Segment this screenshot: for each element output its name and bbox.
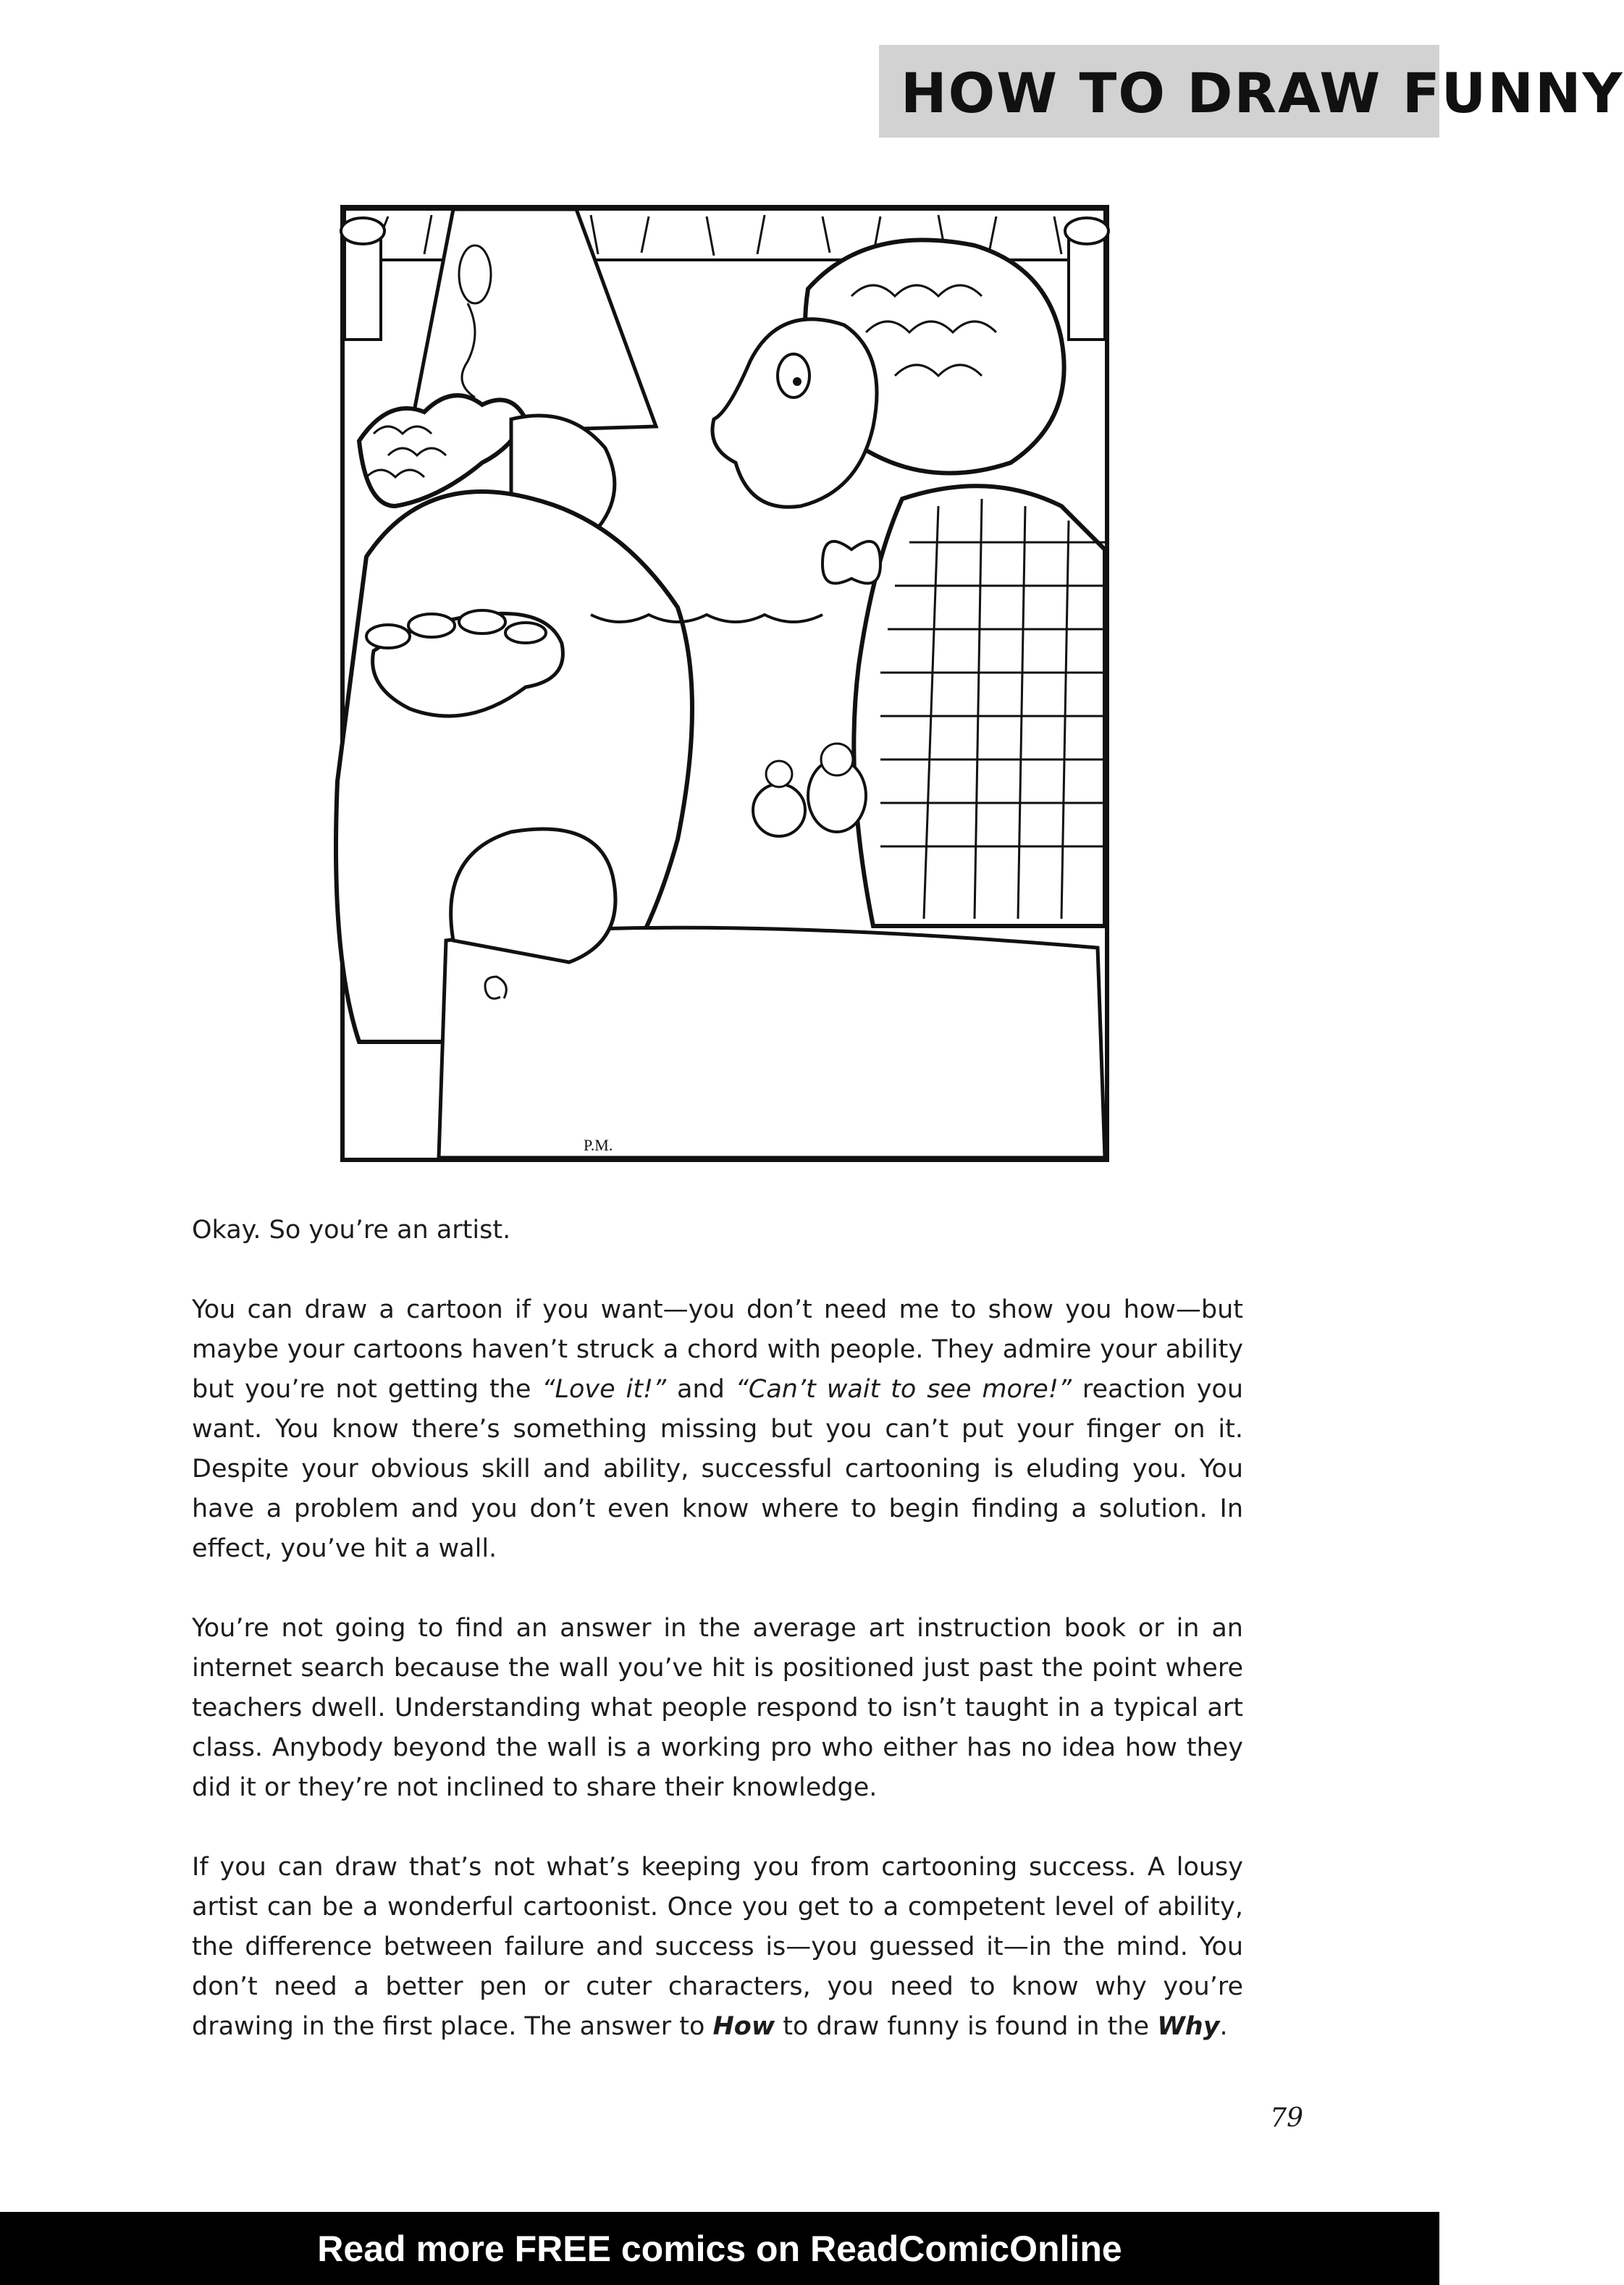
cartoon-illustration [340, 205, 1109, 1162]
chapter-title: HOW TO DRAW FUNNY [901, 61, 1624, 125]
body-text [192, 1211, 1243, 2087]
artist-signature: P.M. [584, 1136, 613, 1154]
emphasis-how: How [712, 2012, 775, 2041]
small-figure-head [753, 784, 805, 836]
emphasis-why: Why [1157, 2012, 1220, 2041]
paragraph-4-part-b: to draw funny is found in the [775, 2012, 1158, 2041]
paragraph-2 [192, 1290, 1243, 1569]
page-number: 79 [1270, 2103, 1303, 2133]
left-column [345, 231, 381, 340]
woman-bow [822, 542, 880, 584]
paragraph-3: You’re not going to find an answer in the average art instruction book or in an internet search because the wall you’ve hit is positioned just past the point where teachers dwell. Understanding what people respond to isn’t taught in a typical art class. Anybody beyond the wall is a working pro who either has no idea how they did it or they’re not inclined to share their knowledge. [192, 1614, 1243, 1802]
paragraph-4-part-a: If you can draw that’s not what’s keeping you from cartooning success. A lousy artist can be a wonderful cartoonist. Once you get to a competent level of ability, the difference between failure and success is—you guessed it—in the mind. You don’t need a better pen or cuter characters, you need to know why you’re drawing in the first place. The answer to [192, 1853, 1243, 2041]
footer-banner-text[interactable]: Read more FREE comics on ReadComicOnline [317, 2229, 1122, 2269]
paragraph-2-part-c: reaction you want. You know there’s something missing but you can’t put your finger on it. Despite your obvious skill and ability, successful cartooning is eluding you. You have a problem and you don’t even know where to begin finding a solution. In effect, you’ve hit a wall. [192, 1375, 1244, 1563]
quote-love-it: “Love it!” [542, 1375, 667, 1404]
cartoon-drawing [345, 209, 1105, 1158]
paragraph-4 [192, 1848, 1243, 2047]
paragraph-4-part-c: . [1219, 2012, 1228, 2041]
paragraph-2-part-a: You can draw a cartoon if you want—you don’t need me to show you how—but maybe your cartoons haven’t struck a chord with people. They admire your ability but you’re not getting the [192, 1295, 1243, 1404]
footer-banner[interactable] [0, 2212, 1439, 2285]
man-hair [359, 395, 526, 506]
woman-face [712, 319, 877, 507]
woman-eye [778, 354, 809, 397]
quote-cant-wait: “Can’t wait to see more!” [735, 1375, 1072, 1404]
paragraph-2-part-b: and [666, 1375, 736, 1404]
right-column [1069, 231, 1105, 340]
bed-blanket [439, 927, 1105, 1158]
paragraph-1: Okay. So you’re an artist. [192, 1216, 511, 1245]
slipper [451, 829, 615, 962]
chapter-header-tab [879, 45, 1624, 138]
